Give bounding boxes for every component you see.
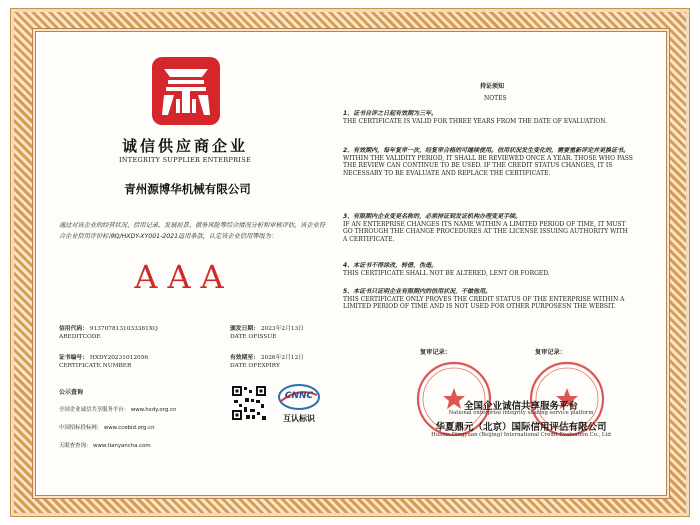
credit-code-value: 91370781310333​61XQ (89, 326, 158, 332)
note-2-cn: 2、有效期内，每年复审一次，经复审合格的可继续使用。信用状况发生变化的，需要重新评定并更换证书。 (343, 147, 630, 154)
issue-date-label-cn: 颁发日期： (230, 326, 259, 332)
cnnc-mark (277, 383, 321, 427)
certificate-title-en: INTEGRITY SUPPLIER ENTERPRISE (118, 156, 252, 164)
note-1-en: THE CERTIFICATE IS VALID FOR THREE YEARS FROM THE DATE OF EVALUATION. (343, 117, 608, 125)
cert-number-label-en: CERTIFICATE NUMBER (59, 362, 132, 369)
cert-number-field (59, 355, 148, 370)
issuer-2-name-en: Huaxia Dingyuan (Beijing) International Credit Evaluation Co., Ltd (431, 432, 611, 438)
integrity-logo-icon (150, 55, 222, 127)
note-5-en: THIS CERTIFICATE ONLY PROVES THE CREDIT STATUS OF THE ENTERPRISE WITHIN A LIMITED PERIOD OF TIME AND IS NOT USED FOR OTHER PURPOSESN THE WEBSIT. (343, 295, 625, 311)
notes-heading-en: NOTES (484, 95, 507, 102)
query-heading: 公示查询 (59, 389, 84, 396)
note-4-cn: 4、本证书不得涂改，转借，伪造。 (343, 262, 438, 269)
note-1-cn: 1、证书自评之日起有效期为三年。 (343, 110, 438, 117)
note-1 (343, 110, 633, 125)
issuer-1-name-en: National enterprise integrity sharing service platform (448, 410, 594, 416)
company-name: 青州源博华机械有限公司 (124, 182, 251, 196)
query-line-3-value: www.tianyancha.com (93, 443, 151, 449)
query-line-2 (59, 423, 155, 431)
issue-date-label-en: DATE OFISSUE (230, 333, 277, 340)
note-5 (343, 288, 633, 311)
intro-text: 通过对该企业的经营状况、信用记录、发展前景、债务风险等综合情况分析和审核评估，该企业符合企业信用评价标准Q/HXDY-XY001-2021适用条款，认定该企业信用等级为： (59, 222, 326, 240)
query-line-1 (59, 405, 176, 413)
note-3 (343, 213, 633, 243)
review-record-label-2: 复审记录： (535, 349, 566, 356)
notes-heading-cn: 持证须知 (480, 83, 505, 90)
note-4-en: THIS CERTIFICATE SHALL NOT BE ALTERED, LENT OR FORGED. (343, 269, 550, 277)
note-5-cn: 5、本证书只证明企业有限期内的信用状况，不做他用。 (343, 288, 492, 295)
note-2-en: WITHIN THE VALIDITY PERIOD, IT SHALL BE REVIEWED ONCE A YEAR. THOSE WHO PASS THE REVIEW CAN CONTINUE TO BE USED. IF THE CREDIT STATUS CHANGES, IT IS NECESSARY TO RE EVALUATE AND REPLACE THE CERTIFICATE. (343, 154, 633, 177)
expiry-date-label-cn: 有效期至： (230, 355, 259, 361)
query-line-3 (59, 441, 151, 449)
qr-code-icon (231, 385, 267, 421)
query-line-2-value: www.ccebid.org.cn (103, 425, 155, 431)
cert-number-label-cn: 证书编号： (59, 355, 88, 361)
note-3-cn: 3、有限期内企业变更名称的，必须持证到发证机构办理变更手续。 (343, 213, 522, 220)
issuer-2-name-cn: 华夏鼎元（北京）国际信用评估有限公司 (435, 422, 607, 433)
cnnc-logo-text: CNNC (284, 391, 314, 401)
query-line-1-value: www.hxdy.org.cn (130, 407, 177, 413)
query-line-1-label: 全国企业诚信共享服务平台： (59, 407, 130, 413)
certificate-title-cn: 诚信供应商企业 (121, 137, 248, 155)
review-record-label-1: 复审记录： (420, 349, 451, 356)
expiry-date-value: 2026年2月12日 (260, 355, 305, 361)
issuer-1-name-cn: 全国企业诚信共享服务平台 (463, 401, 578, 412)
issue-date-field (230, 326, 304, 341)
note-4 (343, 262, 633, 277)
expiry-date-label-en: DATE OFEXPIRY (230, 362, 280, 369)
expiry-date-field (230, 355, 304, 370)
credit-code-label-en: AREDITCODE (59, 333, 101, 340)
issue-date-value: 2023年2月13日 (260, 326, 305, 332)
credit-rating: AAA (134, 258, 234, 296)
credit-code-field (59, 326, 158, 341)
note-2 (343, 147, 633, 177)
note-3-en: IF AN ENTERPRISE CHANGES ITS NAME WITHIN A LIMITED PERIOD OF TIME, IT MUST GO THROUGH THE CHANGE PROCEDURES AT THE LICENSE ISSUING AUTHORITY WITH A CERTIFICATE. (343, 220, 628, 243)
cnnc-caption: 互认标识 (283, 414, 315, 423)
credit-code-label-cn: 信用代码： (59, 326, 88, 332)
cert-number-value: HXDY20231012056 (89, 355, 149, 361)
query-line-3-label: 天眼查查询： (59, 443, 92, 449)
query-line-2-label: 中国招标投标网： (59, 425, 103, 431)
